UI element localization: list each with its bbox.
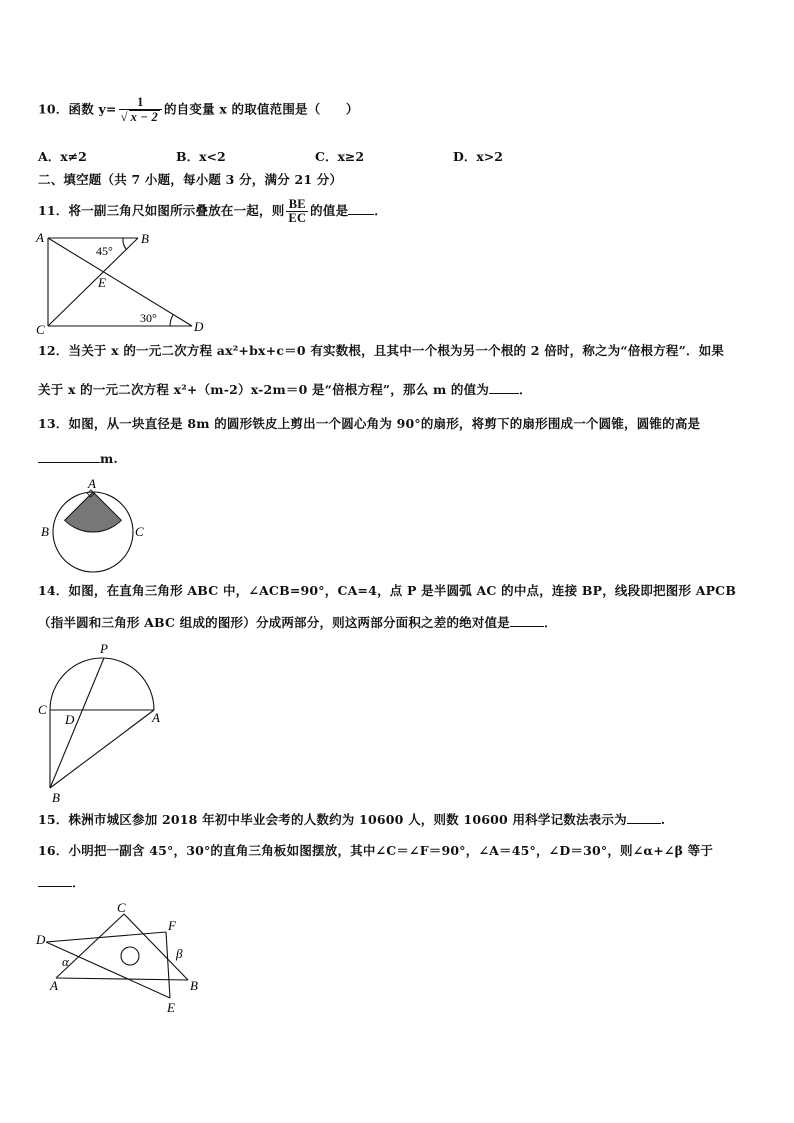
q14-figure <box>30 640 180 802</box>
q10-suffix: 的自变量 x 的取值范围是（ ） <box>163 101 359 117</box>
question-13 <box>38 450 118 467</box>
question-11 <box>38 198 387 225</box>
q16-label-beta: β <box>176 946 183 961</box>
q11-label-c: C <box>36 322 45 336</box>
q14-label-b: B <box>52 790 60 802</box>
question-16 <box>38 874 85 891</box>
q16-label-alpha: α <box>62 954 69 969</box>
q11-label-e: E <box>98 275 106 290</box>
q12-line2: 关于 x 的一元二次方程 x²+（m-2）x-2m＝0 是“倍根方程”，那么 m 的值为 <box>38 382 490 397</box>
q13-answer-blank <box>38 450 100 463</box>
q14-line2: （指半圆和三角形 ABC 组成的图形）分成两部分，则这两部分面积之差的绝对值是 <box>38 615 510 630</box>
q16-label-c: C <box>117 900 126 915</box>
q13-label-c: C <box>135 524 144 539</box>
q11-end: ． <box>374 203 387 218</box>
q14-label-p: P <box>100 641 108 656</box>
q14-end: ． <box>543 615 557 630</box>
q11-frac-num: BE <box>288 197 306 211</box>
question-10 <box>38 96 359 124</box>
q11-answer-blank <box>348 202 374 215</box>
q16-answer-blank <box>38 874 72 887</box>
q10-option-c: C．x≥2 <box>315 149 365 164</box>
q16-label-f: F <box>168 918 176 933</box>
question-12 <box>38 381 532 398</box>
q13-label-b: B <box>41 524 49 539</box>
q10-option-b: B．x<2 <box>176 149 226 164</box>
q13-end: m. <box>100 451 118 466</box>
question-15 <box>38 811 665 828</box>
q10-frac-den: √ x − 2 <box>119 109 162 124</box>
q11-angle-30: 30° <box>140 311 157 325</box>
q16-label-a: A <box>50 978 58 993</box>
q11-figure <box>30 228 220 336</box>
q10-option-a: A．x≠2 <box>38 149 87 164</box>
q16-figure <box>30 900 210 1016</box>
question-14 <box>38 614 557 631</box>
q15-end: . <box>660 812 666 827</box>
q16-label-b: B <box>190 978 198 993</box>
q11-prefix: 11．将一副三角尺如图所示叠放在一起，则 <box>38 203 285 218</box>
q10-fraction <box>119 96 162 124</box>
q16-end: ． <box>72 875 85 890</box>
q14-answer-blank <box>510 614 544 627</box>
q16-label-d: D <box>36 932 46 947</box>
q16-label-e: E <box>167 1000 175 1015</box>
q13-line1: 13．如图，从一块直径是 8m 的圆形铁皮上剪出一个圆心角为 90°的扇形，将剪下的扇形围成一个圆锥，圆锥的高是 <box>38 416 701 431</box>
q12-end: ． <box>519 382 532 397</box>
q15-line1: 15．株洲市城区参加 2018 年初中毕业会考的人数约为 10600 人，则数 10600 用科学记数法表示为 <box>38 812 627 827</box>
q12-answer-blank <box>489 381 519 394</box>
q11-label-b: B <box>141 231 149 246</box>
q10-frac-num: 1 <box>137 95 144 109</box>
q11-frac-den: EC <box>288 211 307 225</box>
q15-answer-blank <box>627 811 661 824</box>
q14-label-d: D <box>65 712 75 727</box>
q13-figure <box>36 476 156 576</box>
q13-label-a: A <box>88 476 96 491</box>
q16-line1: 16．小明把一副含 45°，30°的直角三角板如图摆放，其中∠C＝∠F＝90°，∠A＝45°，∠D＝30°，则∠α+∠β 等于 <box>38 843 714 858</box>
q11-suffix: 的值是 <box>310 203 349 218</box>
q12-line1: 12．当关于 x 的一元二次方程 ax²+bx+c＝0 有实数根，且其中一个根为另一个根的 2 倍时，称之为“倍根方程”．如果 <box>38 343 725 358</box>
q11-angle-45: 45° <box>96 244 113 258</box>
q10-sqrt-body: x − 2 <box>130 110 158 124</box>
section-heading: 二、填空题（共 7 小题，每小题 3 分，满分 21 分） <box>38 172 343 187</box>
q11-fraction <box>286 198 308 225</box>
q14-label-c: C <box>38 702 47 717</box>
q11-label-a: A <box>36 230 44 245</box>
q11-label-d: D <box>194 319 204 334</box>
q14-line1: 14．如图，在直角三角形 ABC 中，∠ACB=90°，CA=4，点 P 是半圆弧 AC 的中点，连接 BP，线段即把图形 APCB <box>38 583 737 598</box>
q10-option-d: D．x>2 <box>453 149 503 164</box>
q14-label-a: A <box>152 710 160 725</box>
q10-prefix: 10．函数 y= <box>38 101 117 117</box>
